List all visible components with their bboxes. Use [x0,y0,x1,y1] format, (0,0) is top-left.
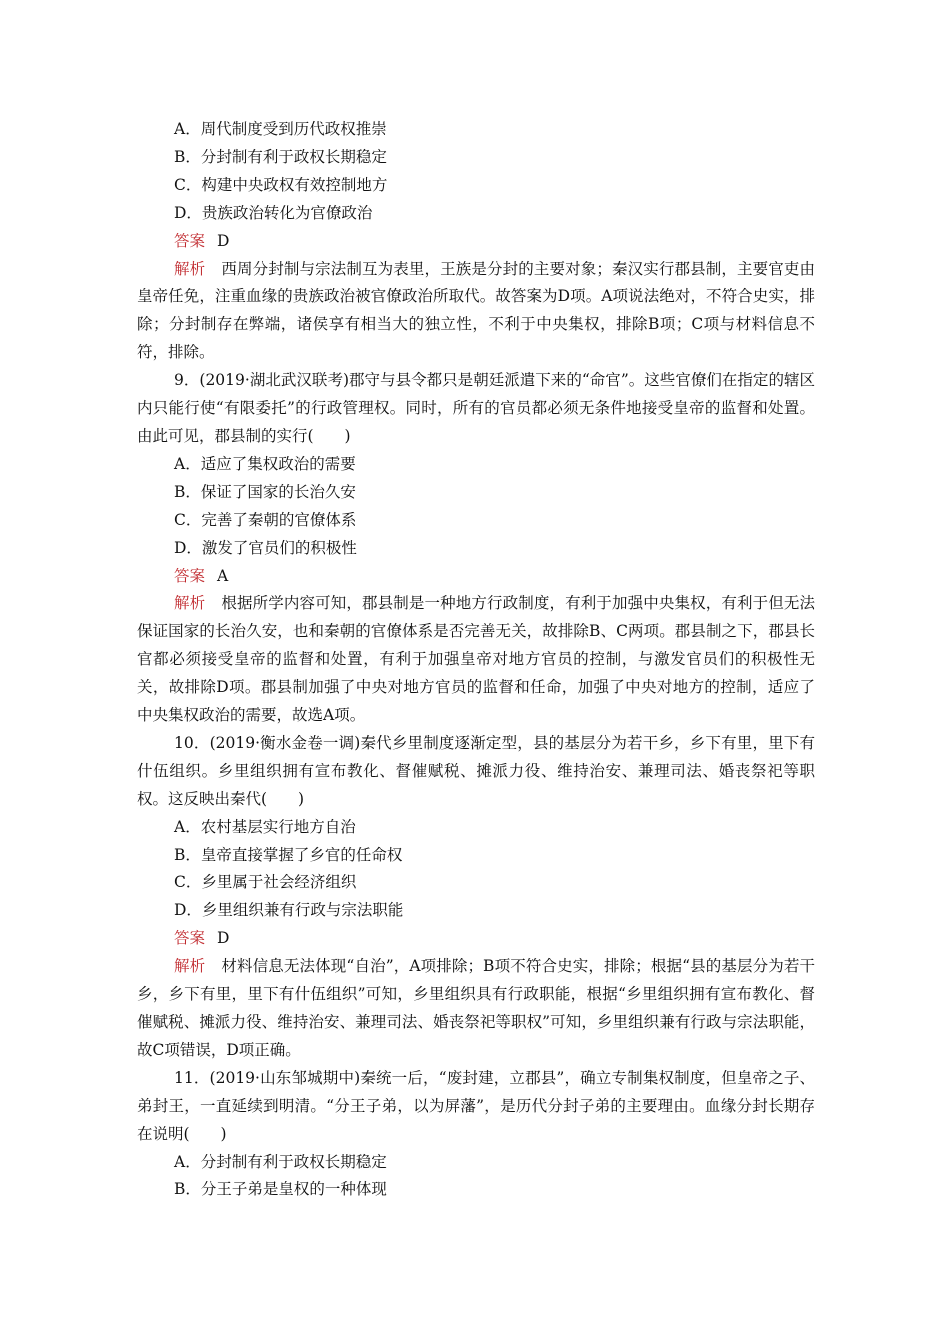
analysis-label: 解析 [174,259,206,278]
question-9 [137,367,815,730]
option-a: A．周代制度受到历代政权推崇 [174,120,387,138]
option-c: C．完善了秦朝的官僚体系 [174,510,357,529]
answer-label: 答案 [174,231,206,250]
answer-line [137,925,815,953]
question-stem: 9．(2019·湖北武汉联考)郡守与县令都只是朝廷派遣下来的“命官”。这些官僚们在指定的辖区内只能行使“有限委托”的行政管理权。同时，所有的官员都必须无条件地接受皇帝的监督和处置。由此可见，郡县制的实行( ) [137,371,815,445]
document-page [137,116,815,1204]
question-10 [137,730,815,1065]
analysis-label: 解析 [174,594,206,613]
analysis-text: 材料信息无法体现“自治”，A项排除；B项不符合史实，排除；根据“县的基层分为若干乡，乡下有里，里下有什伍组织”可知，乡里组织具有行政职能，根据“乡里组织拥有宣布教化、督催赋税、摊派力役、维持治安、兼理司法、婚丧祭祀等职权”可知，乡里组织兼有行政与宗法职能，故C项错误，D项正确。 [137,957,815,1059]
answer-line [137,228,815,256]
option-c: C．构建中央政权有效控制地方 [174,175,388,194]
option-b: B．皇帝直接掌握了乡官的任命权 [174,845,403,864]
option-c: C．乡里属于社会经济组织 [174,873,357,892]
option-b: B．保证了国家的长治久安 [174,482,356,501]
option-a: A．分封制有利于政权长期稳定 [174,1152,387,1171]
answer-label: 答案 [174,566,206,585]
question-stem: 10．(2019·衡水金卷一调)秦代乡里制度逐渐定型，县的基层分为若干乡，乡下有里，里下有什伍组织。乡里组织拥有宣布教化、督催赋税、摊派力役、维持治安、兼理司法、婚丧祭祀等职权。这反映出秦代( ) [137,733,815,808]
analysis-label: 解析 [174,957,206,976]
option-d: D．乡里组织兼有行政与宗法职能 [174,901,404,920]
option-a: A．农村基层实行地方自治 [174,817,356,836]
answer-value: D [217,929,230,948]
analysis-text: 根据所学内容可知，郡县制是一种地方行政制度，有利于加强中央集权，有利于但无法保证国家的长治久安，也和秦朝的官僚体系是否完善无关，故排除B、C两项。郡县制之下，郡县长官都必须接受皇帝的监督和处置，有利于加强皇帝对地方官员的控制，与激发官员们的积极性无关，故排除D项。郡县制加强了中央对地方官员的监督和任命，加强了中央对地方的控制，适应了中央集权政治的需要，故选A项。 [137,594,815,725]
analysis [137,953,815,1065]
option-d: D．激发了官员们的积极性 [174,538,357,557]
answer-label: 答案 [174,929,206,948]
analysis-text: 西周分封制与宗法制互为表里，王族是分封的主要对象；秦汉实行郡县制，主要官吏由皇帝任免，注重血缘的贵族政治被官僚政治所取代。故答案为D项。A项说法绝对，不符合史实，排除；分封制存在弊端，诸侯享有相当大的独立性，不利于中央集权，排除B项；C项与材料信息不符，排除。 [137,259,815,362]
analysis [137,590,815,730]
analysis [137,256,815,368]
answer-value: D [217,231,230,250]
question-stem: 11．(2019·山东邹城期中)秦统一后，“废封建，立郡县”，确立专制集权制度，但皇帝之子、弟封王，一直延续到明清。“分王子弟，以为屏藩”，是历代分封子弟的主要理由。血缘分封长期存在说明( ) [137,1068,815,1143]
option-a: A．适应了集权政治的需要 [174,454,356,473]
question-8 [137,116,815,367]
question-11 [137,1065,815,1205]
option-b: B．分封制有利于政权长期稳定 [174,147,387,166]
option-d: D．贵族政治转化为官僚政治 [174,203,373,222]
answer-line [137,563,815,591]
answer-value: A [217,566,229,585]
option-b: B．分王子弟是皇权的一种体现 [174,1180,387,1199]
